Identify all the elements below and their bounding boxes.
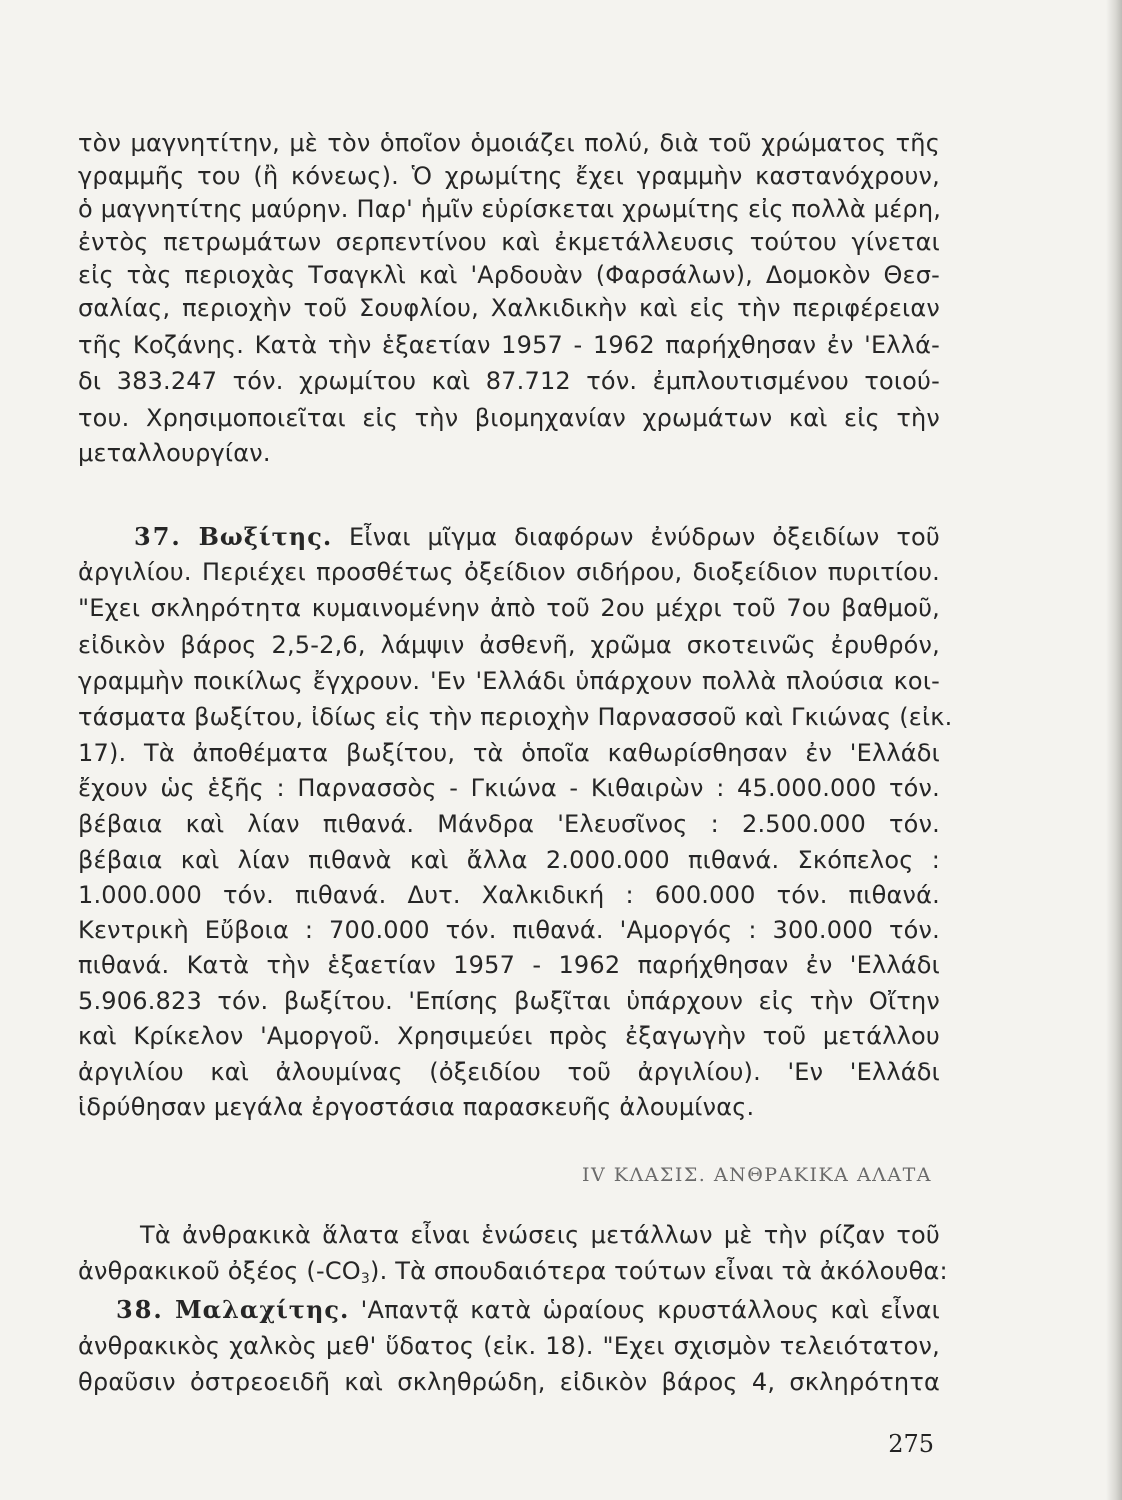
entry-heading: Μαλαχίτης.: [175, 1295, 350, 1324]
text-line: Κεντρικὴ Εὔβοια : 700.000 τόν. πιθανά. 'Αμοργός : 300.000 τόν.: [78, 916, 940, 944]
entry-number: 38.: [116, 1295, 164, 1324]
text-line: δι 383.247 τόν. χρωμίτου καὶ 87.712 τόν. ἐμπλουτισμένου τοιού-: [78, 367, 940, 395]
text-line: ὁ μαγνητίτης μαύρην. Παρ' ἡμῖν εὑρίσκεται χρωμίτης εἰς πολλὰ μέρη,: [78, 195, 942, 223]
text-line: ἀργιλίου καὶ ἀλουμίνας (ὀξειδίου τοῦ ἀργιλίου). 'Εν 'Ελλάδι: [78, 1058, 940, 1086]
entry-37-first-line: [134, 522, 940, 552]
text-line: "Εχει σκληρότητα κυμαινομένην ἀπὸ τοῦ 2ου μέχρι τοῦ 7ου βαθμοῦ,: [78, 594, 940, 622]
text-line: ἀνθρακικὸς χαλκὸς μεθ' ὕδατος (εἰκ. 18). "Εχει σχισμὸν τελειότατον,: [78, 1332, 940, 1360]
text-line: εἰς τὰς περιοχὰς Τσαγκλὶ καὶ 'Αρδουὰν (Φαρσάλων), Δομοκὸν Θεσ-: [78, 261, 940, 289]
text-line: βέβαια καὶ λίαν πιθανὰ καὶ ἄλλα 2.000.000 πιθανά. Σκόπελος :: [78, 846, 940, 874]
text-line: εἰδικὸν βάρος 2,5-2,6, λάμψιν ἀσθενῆ, χρῶμα σκοτεινῶς ἐρυθρόν,: [78, 631, 940, 659]
intro-text: ). Τὰ σπουδαιότερα τούτων εἶναι τὰ ἀκόλουθα:: [370, 1257, 948, 1285]
intro-line: [78, 1256, 948, 1294]
text-line: καὶ Κρίκελον 'Αμοργοῦ. Χρησιμεύει πρὸς ἐξαγωγὴν τοῦ μετάλλου: [78, 1022, 940, 1050]
page-edge-shadow: [1106, 0, 1122, 1500]
intro-text: ἀνθρακικοῦ ὀξέος (-CO: [78, 1257, 361, 1285]
section-heading: IV ΚΛΑΣΙΣ. ΑΝΘΡΑΚΙΚΑ ΑΛΑΤΑ: [582, 1164, 932, 1186]
text-line: 5.906.823 τόν. βωξίτου. 'Επίσης βωξῖται ὑπάρχουν εἰς τὴν Οἴτην: [78, 987, 940, 1015]
text-line: τῆς Κοζάνης. Κατὰ τὴν ἑξαετίαν 1957 - 1962 παρήχθησαν ἐν 'Ελλά-: [78, 331, 940, 359]
entry-heading: Βωξίτης.: [198, 522, 333, 551]
entry-text: Εἶναι μῖγμα διαφόρων ἐνύδρων ὀξειδίων τοῦ: [349, 523, 940, 551]
page-number: 275: [888, 1430, 934, 1458]
text-line: πιθανά. Κατὰ τὴν ἑξαετίαν 1957 - 1962 παρήχθησαν ἐν 'Ελλάδι: [78, 951, 940, 979]
text-line: μεταλλουργίαν.: [78, 439, 271, 467]
text-line: τὸν μαγνητίτην, μὲ τὸν ὁποῖον ὁμοιάζει πολύ, διὰ τοῦ χρώματος τῆς: [78, 129, 940, 157]
text-line: ἐντὸς πετρωμάτων σερπεντίνου καὶ ἐκμετάλλευσις τούτου γίνεται: [78, 228, 940, 256]
text-line: θραῦσιν ὀστρεοειδῆ καὶ σκληθρώδη, εἰδικὸν βάρος 4, σκληρότητα: [78, 1368, 940, 1396]
text-line: ἱδρύθησαν μεγάλα ἐργοστάσια παρασκευῆς ἀλουμίνας.: [78, 1093, 755, 1121]
text-line: γραμμὴν ποικίλως ἔγχρουν. 'Εν 'Ελλάδι ὑπάρχουν πολλὰ πλούσια κοι-: [78, 667, 940, 695]
text-line: ἀργιλίου. Περιέχει προσθέτως ὀξείδιον σιδήρου, διοξείδιον πυριτίου.: [78, 558, 940, 586]
text-line: 1.000.000 τόν. πιθανά. Δυτ. Χαλκιδική : 600.000 τόν. πιθανά.: [78, 881, 940, 909]
text-line: σαλίας, περιοχὴν τοῦ Σουφλίου, Χαλκιδικὴν καὶ εἰς τὴν περιφέρειαν: [78, 294, 940, 322]
intro-line: Τὰ ἀνθρακικὰ ἅλατα εἶναι ἑνώσεις μετάλλων μὲ τὴν ρίζαν τοῦ: [140, 1221, 940, 1249]
text-line: βέβαια καὶ λίαν πιθανά. Μάνδρα 'Ελευσῖνος : 2.500.000 τόν.: [78, 810, 940, 838]
text-line: ἔχουν ὡς ἑξῆς : Παρνασσὸς - Γκιώνα - Κιθαιρὼν : 45.000.000 τόν.: [78, 774, 940, 802]
entry-number: 37.: [134, 522, 182, 551]
entry-text: 'Απαντᾷ κατὰ ὡραίους κρυστάλλους καὶ εἶναι: [360, 1296, 940, 1324]
text-line: του. Χρησιμοποιεῖται εἰς τὴν βιομηχανίαν χρωμάτων καὶ εἰς τὴν: [78, 404, 940, 432]
entry-38-first-line: [116, 1295, 940, 1325]
text-line: τάσματα βωξίτου, ἰδίως εἰς τὴν περιοχὴν Παρνασσοῦ καὶ Γκιώνας (εἰκ.: [78, 703, 953, 731]
text-line: γραμμῆς του (ἢ κόνεως). Ὁ χρωμίτης ἔχει γραμμὴν καστανόχρουν,: [78, 162, 940, 190]
subscript: 3: [360, 1271, 370, 1287]
text-line: 17). Τὰ ἀποθέματα βωξίτου, τὰ ὁποῖα καθωρίσθησαν ἐν 'Ελλάδι: [78, 739, 940, 767]
